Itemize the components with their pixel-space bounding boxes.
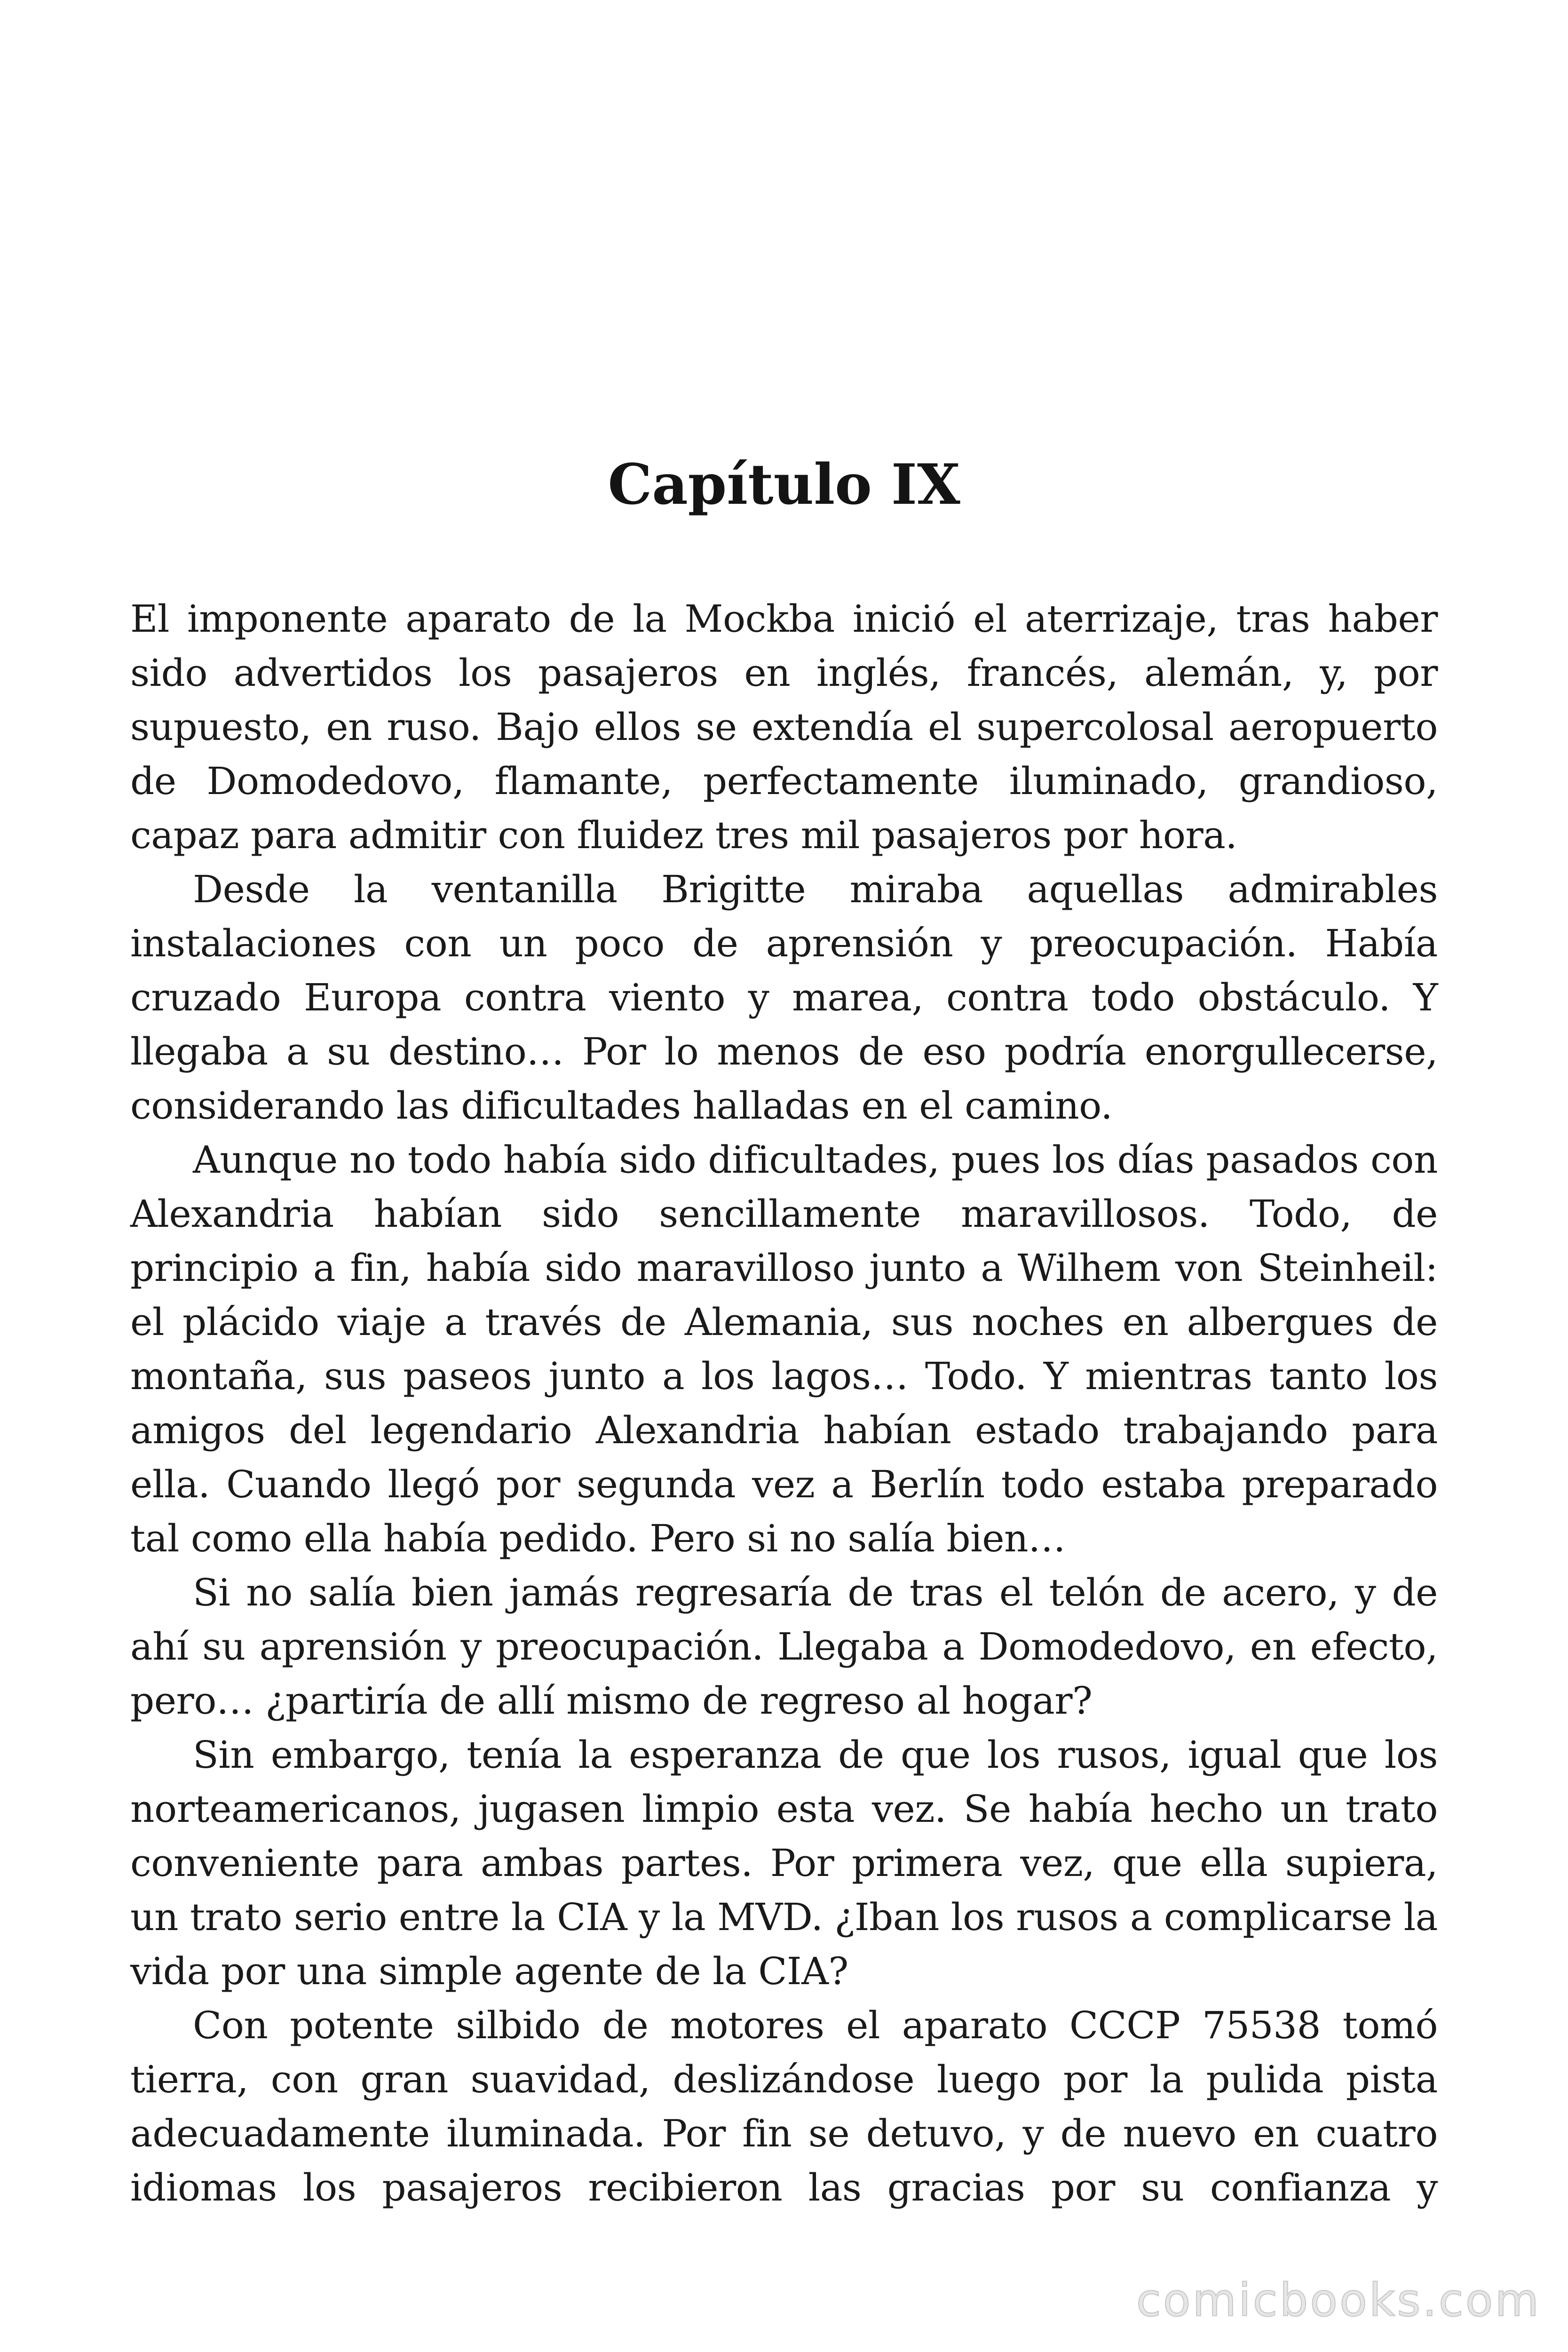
paragraph: Aunque no todo había sido dificultades, pues los días pasados con Alexandria habían sido sencillamente maravillosos. Todo, de principio a fin, había sido maravilloso junto a Wilhem von Steinheil: el plácido viaje a través de Alemania, sus noches en albergues de montaña, sus paseos junto a los lagos… Todo. Y mientras tanto los amigos del legendario Alexandria habían estado trabajando para ella. Cuando llegó por segunda vez a Berlín todo estaba preparado tal como ella había pedido. Pero si no salía bien… [130,1138,1438,1560]
paragraph: Con potente silbido de motores el aparato CCCP 75538 tomó tierra, con gran suavidad, deslizándose luego por la pulida pista adecuadamente iluminada. Por fin se detuvo, y de nuevo en cuatro idiomas los pasajeros recibieron las gracias por su confianza y [130,2003,1438,2209]
paragraph: Sin embargo, tenía la esperanza de que los rusos, igual que los norteamericanos, jugasen limpio esta vez. Se había hecho un trato conveniente para ambas partes. Por primera vez, que ella supiera, un trato serio entre la CIA y la MVD. ¿Iban los rusos a complicarse la vida por una simple agente de la CIA? [130,1733,1438,1993]
paragraph: Si no salía bien jamás regresaría de tras el telón de acero, y de ahí su aprensión y preocupación. Llegaba a Domodedovo, en efecto, pero… ¿partiría de allí mismo de regreso al hogar? [130,1571,1438,1723]
paragraph: El imponente aparato de la Mockba inició el aterrizaje, tras haber sido advertidos los pasajeros en inglés, francés, alemán, y, por supuesto, en ruso. Bajo ellos se extendía el supercolosal aeropuerto de Domodedovo, flamante, perfectamente iluminado, grandioso, capaz para admitir con fluidez tres mil pasajeros por hora. [130,597,1438,857]
chapter-title: Capítulo IX [608,452,960,517]
watermark: comicbooks.com [1136,2274,1541,2327]
paragraph: Desde la ventanilla Brigitte miraba aquellas admirables instalaciones con un poco de aprensión y preocupación. Había cruzado Europa contra viento y marea, contra todo obstáculo. Y llegaba a su destino… Por lo menos de eso podría enorgullecerse, considerando las dificultades halladas en el camino. [130,867,1438,1128]
chapter-body [130,592,1438,2215]
